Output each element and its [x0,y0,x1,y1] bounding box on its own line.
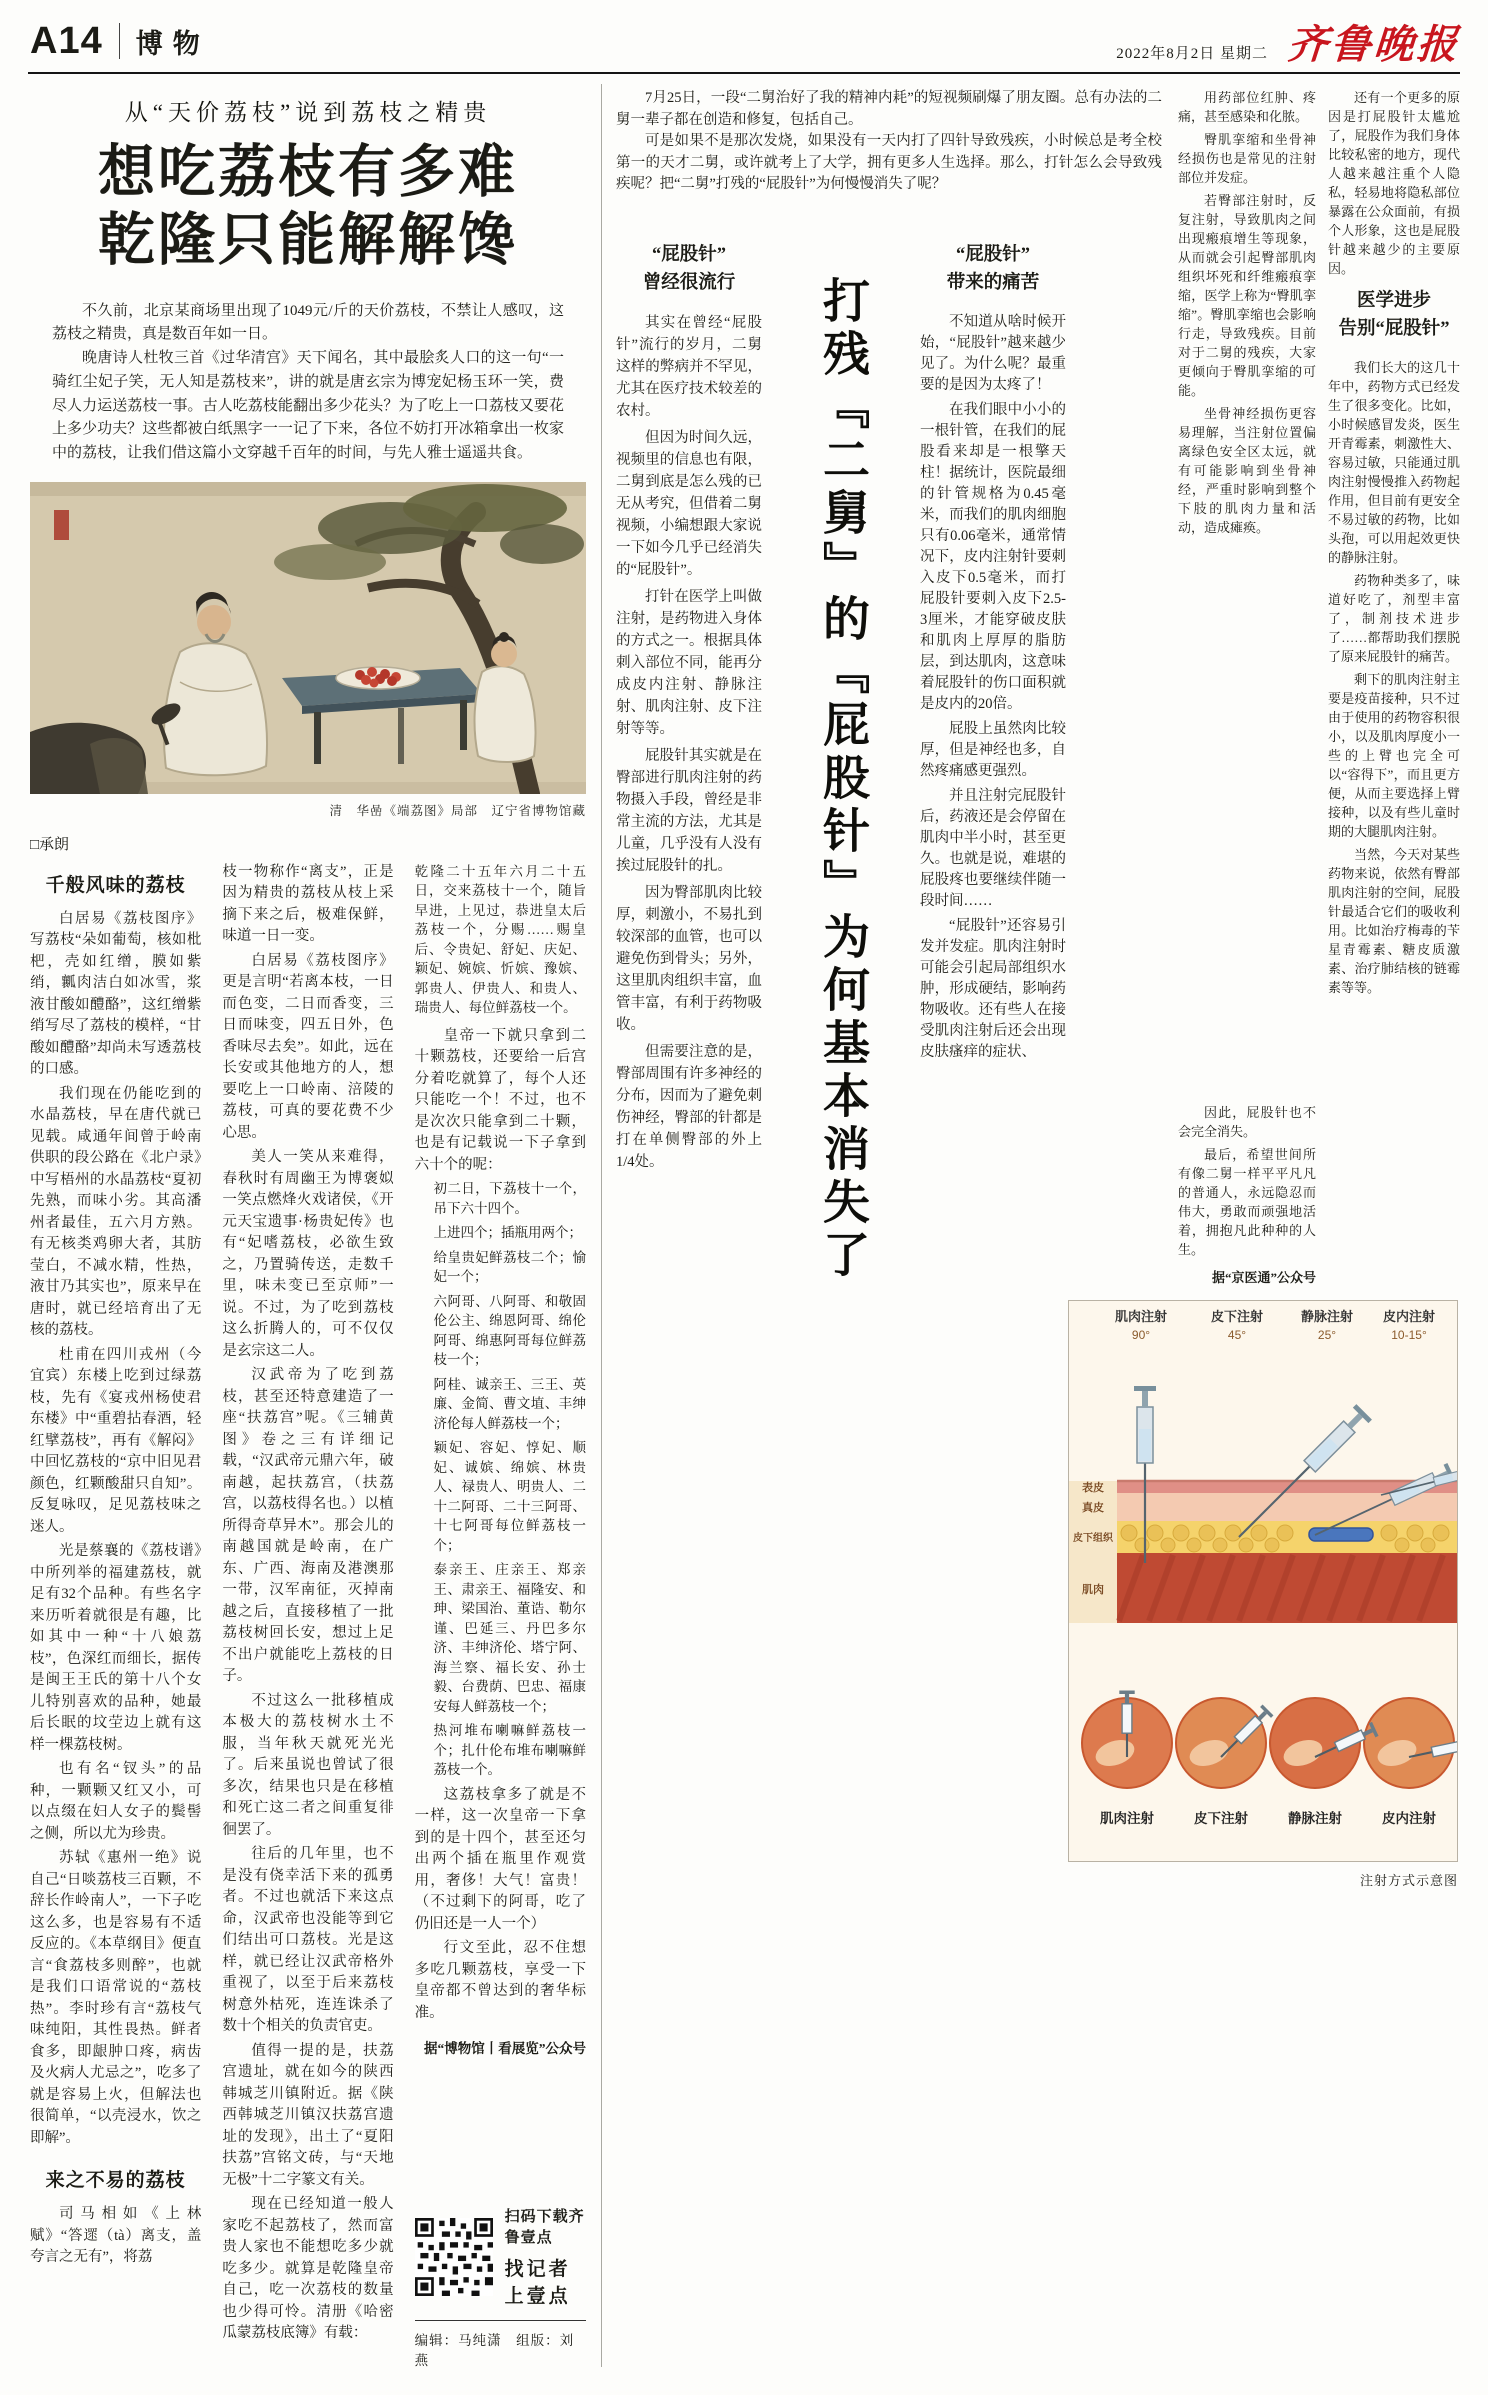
body-paragraph: 药物种类多了，味道好吃了，剂型丰富了，制剂技术进步了……都帮助我们摆脱了原来屁股针的痛苦。 [1328,572,1460,664]
body-paragraph: 打针在医学上叫做注射，是药物进入身体的方式之一。根据具体刺入部位不同，能再分成皮内注射、静脉注射、肌肉注射、皮下注射等等。 [616,588,762,737]
body-paragraph: 白居易《荔枝图序》更是言明“若离本枝，一日而色变，二日而香变，三日而味变，四五日外，色香味尽去矣”。如此，远在长安或其他地方的人，想要吃上一口岭南、涪陵的荔枝，可真的要花费不少心思。 [222,952,394,1141]
left-article-columns [30,862,586,2369]
header-left [30,20,210,63]
right-col-4 [1328,88,1460,1286]
heading-line: 带来的痛苦 [946,272,1040,293]
body-paragraph: 现在已经知道一般人家吃不起荔枝了，然而富贵人家也不能想吃多少就吃多少。就算是乾隆皇帝自己，吃一次荔枝的数量也少得可怜。清册《哈密瓜蒙荔枝底簿》有载： [222,2196,394,2342]
article-title [30,139,586,276]
classical-painting [30,482,586,794]
body-paragraph: 最后，希望世间所有像二舅一样平平凡凡的普通人，永远隐忍而伟大，勇敢而顽强地活着，拥抱凡此种种的人生。 [1178,1147,1316,1257]
technique-label: 皮下注射 [1194,1811,1248,1826]
body-paragraph: 皇帝一下就只拿到二十颗荔枝，还要给一后宫分着吃就算了，每个人还只能吃一个！不过，也不是次次只能拿到二十颗，也是有记载说一下子拿到六十个的呢： [414,1027,586,1173]
body-paragraph: 汉武帝为了吃到荔枝，甚至还特意建造了一座“扶荔宫”呢。《三辅黄图》卷之三有详细记载，“汉武帝元鼎六年，破南越，起扶荔宫，（扶荔宫，以荔枝得名也。）以植所得奇草异木”。那会儿的南越国就是岭南，在广东、广西、海南及港澳那一带，汉军南征，灭掉南越之后，直接移植了一批荔枝树回长安，想过上足不出户就能吃上荔枝的日子。 [222,1367,394,1685]
body-paragraph: 坐骨神经损伤更容易理解，当注射位置偏离绿色安全区太远，就有可能影响到坐骨神经，严重时影响到整个下肢的肌肉力量和活动，造成瘫痪。 [1178,406,1316,535]
heading-line: 曾经很流行 [642,272,736,293]
quote-line: 初二日，下荔枝十一个，吊下六十四个。 [433,1181,586,1216]
intro-paragraph: 晚唐诗人杜牧三首《过华清宫》天下闻名，其中最脍炙人口的这一句“一骑红尘妃子笑，无人知是荔枝来”，讲的就是唐玄宗为博宠妃杨玉环一笑，费尽人力运送荔枝一事。古人吃荔枝能翻出多少花头？为了吃上一口荔枝又要花上多少功夫？这些都被白纸黑字一一记了下来，各位不妨打开冰箱拿出一枚家中的荔枝，让我们借这篇小文穿越千百年的时间，与先人雅士遥遥共食。 [52,350,564,461]
body-paragraph: 行文至此，忍不住想多吃几颗荔枝，享受一下皇帝都不曾达到的奢华标准。 [414,1940,586,2021]
injection-article [614,84,1460,1904]
painting-figure [30,482,586,819]
injection-type-label: 皮下注射 [1210,1309,1264,1324]
article-kicker: 从“天价荔枝”说到荔枝之精贵 [124,100,492,125]
body-paragraph: 美人一笑从来难得，春秋时有周幽王为博褒姒一笑点燃烽火戏诸侯，《开元天宝遗事·杨贵妃传》也有“妃嗜荔枝，必欲生致之，乃置骑传送，走数千里，味未变已至京师”一说。不过，为了吃到荔枝这么折腾人的，可不仅仅是玄宗这二人。 [222,1149,394,1359]
quote-line: 阿桂、诚亲王、三王、英廉、金简、曹文埴、丰绅济伦每人鲜荔枝一个； [433,1376,586,1431]
body-paragraph: 杜甫在四川戎州（今宜宾）东楼上吃到过绿荔枝，先有《宴戎州杨使君东楼》中“重碧拈春酒，轻红擘荔枝”，再有《解闷》中回忆荔枝的“京中旧见君颜色，红颗酸甜只自知”。反复咏叹，足见荔枝味之迷人。 [30,1346,202,1535]
injection-type-label: 肌肉注射 [1114,1309,1168,1324]
body-paragraph: 苏轼《惠州一绝》说自己“日啖荔枝三百颗，不辞长作岭南人”，一下子吃这么多，也是容易有不适反应的。《本草纲目》便直言“食荔枝多则醉”，也就是我们口语常说的“荔枝热”。李时珍有言“荔枝气味纯阳，其性畏热。鲜者食多，即龈肿口疼，病齿及火病人尤忌之”，吃多了就是容易上火，但解法也很简单，“以壳浸水，饮之即解”。 [30,1850,202,2146]
newspaper-logo: 齐鲁晚报 [1286,21,1462,67]
layer-label: 皮下组织 [1073,1533,1113,1544]
section-heading [616,242,762,298]
quote-line: 热河堆布喇嘛鲜荔枝一个；扎什伦布堆布喇嘛鲜荔枝一个。 [433,1723,586,1778]
layer-label: 表皮 [1082,1482,1104,1494]
injection-type-label: 皮内注射 [1382,1309,1436,1324]
figure-caption: 清 华喦《端荔图》局部 辽宁省博物馆藏 [329,803,586,818]
page-number: A14 [30,19,103,62]
intro-paragraph: 不久前，北京某商场里出现了1049元/斤的天价荔枝，不禁让人感叹，这荔枝之精贵，真是数百年如一日。 [52,302,564,343]
title-line-2: 乾隆只能解解馋 [98,209,518,273]
body-paragraph: 臀肌挛缩和坐骨神经损伤也是常见的注射部位并发症。 [1178,132,1316,185]
left-col-1 [30,862,201,2369]
body-paragraph: 当然，今天对某些药物来说，依然有臀部肌肉注射的空间，屁股针最适合它们的吸收利用。比如治疗梅毒的苄星青霉素、糖皮质激素、治疗肺结核的链霉素等等。 [1328,846,1460,995]
vertical-headline: 打残『二舅』的『屁股针』为何基本消失了 [816,276,868,1283]
header-rule [28,72,1460,74]
body-paragraph: 也有名“钗头”的品种，一颗颗又红又小，可以点缀在妇人女子的鬓髻之侧，所以尤为珍贵。 [30,1761,202,1842]
left-col-3 [415,862,586,2369]
heading-line: 医学进步 [1356,291,1431,311]
technique-label: 静脉注射 [1288,1811,1342,1826]
author-byline: □承朗 [30,836,70,853]
body-paragraph: 往后的几年里，也不是没有侥幸活下来的孤勇者。不过也就活下来这点命，汉武帝也没能等到它们结出可口荔枝。光是这样，就已经让汉武帝格外重视了，以至于后来荔枝树意外枯死，连连诛杀了数十个相关的负责官吏。 [222,1846,394,2035]
injection-diagram-svg [1069,1301,1457,1861]
body-paragraph: 若臀部注射时，反复注射，导致肌肉之间出现瘢痕增生等现象，从而就会引起臀部肌肉组织坏死和纤维瘢痕挛缩，医学上称为“臀肌挛缩”。臀肌挛缩也会影响行走，导致残疾。目前对于二舅的残疾，大家更倾向于臀肌挛缩的可能。 [1178,193,1316,398]
right-col-3 [1178,88,1316,1286]
injection-diagram [1068,1300,1458,1889]
right-col-2 [920,232,1066,1622]
section-name: 博物 [135,28,210,59]
layer-label: 肌肉 [1082,1584,1104,1596]
intro-paragraph: 7月25日，一段“二舅治好了我的精神内耗”的短视频刷爆了朋友圈。总有办法的二舅一辈子都在创造和修复，包括自己。 [616,90,1162,128]
page-header [30,14,1460,68]
heading-line: “屁股针” [955,245,1030,265]
qr-code [415,2218,493,2296]
body-paragraph: 并且注射完屁股针后，药液还是会停留在肌肉中半小时，甚至更久。也就是说，难堪的屁股疼也要继续伴随一段时间…… [920,787,1066,909]
body-paragraph: 我们长大的这几十年中，药物方式已经发生了很多变化。比如，小时候感冒发炎，医生开青霉素，刺激性大、容易过敏，只能通过肌肉注射慢慢推入药物起作用，但目前有更安全不易过敏的药物，比如头孢，可以用起效更快的静脉注射。 [1328,359,1460,565]
section-heading: 千般风味的荔枝 [45,874,186,896]
body-paragraph: 剩下的肌肉注射主要是疫苗接种，只不过由于使用的药物容积很小，以及肌肉厚度小一些的上臂也完全可以“容得下”，而且更方便，从而主要选择上臂接种，以及有些儿童时期的大腿肌肉注射。 [1328,671,1460,839]
title-line-1: 想吃荔枝有多难 [98,141,518,204]
body-paragraph: 枝一物称作“离支”，正是因为精贵的荔枝从枝上采摘下来之后，极难保鲜，味道一日一变。 [222,863,394,945]
body-paragraph: 用药部位红肿、疼痛，甚至感染和化脓。 [1178,90,1316,124]
injection-diagram-box [1068,1300,1458,1862]
quote-line: 六阿哥、八阿哥、和敬固伦公主、绵恩阿哥、绵伦阿哥、绵惠阿哥每位鲜荔枝一个； [433,1293,586,1368]
body-paragraph: 白居易《荔枝图序》写荔枝“朵如葡萄，核如枇杷，壳如红缯，膜如紫绡，瓤肉洁白如冰雪，浆液甘酸如醴酪”，这红缯紫绡写尽了荔枝的模样，“甘酸如醴酪”却尚未写透荔枝的口感。 [30,910,202,1078]
body-paragraph: 但需要注意的是，臀部周围有许多神经的分布，因而为了避免刺伤神经，臀部的针都是打在单侧臀部的外上1/4处。 [616,1043,762,1170]
body-paragraph: 我们现在仍能吃到的水晶荔枝，早在唐代就已见载。咸通年间曾于岭南供职的段公路在《北户录》中写梧州的水晶荔枝“夏初先熟，而味小劣。其高潘州者最佳，五六月方熟。有无核类鸡卵大者，其肪莹白，不减水精，性热，液甘乃其实也”，原来早在唐时，就已经培育出了无核的荔枝。 [30,1085,202,1339]
issue-date: 2022年8月2日 星期二 [1116,45,1268,62]
qr-caption-line-1: 扫码下载齐鲁壹点 [504,2208,585,2246]
body-paragraph: 但因为时间久远，视频里的信息也有限，二舅到底是怎么残的已无从考究，但借着二舅视频，小编想跟大家说一下如今几乎已经消失的“屁股针”。 [616,429,762,578]
painting-seal [54,510,69,540]
diagram-caption: 注射方式示意图 [1359,1873,1458,1888]
body-paragraph: 不知道从啥时候开始，“屁股针”越来越少见了。为什么呢？最重要的是因为太疼了！ [920,313,1066,393]
body-paragraph: 光是蔡襄的《荔枝谱》中所列举的福建荔枝，就足有32个品种。有些名字来历听着就很是有趣，比如其中一种“十八娘荔枝”，色深红而细长，据传是闽王王氏的第十八个女儿特别喜欢的品种，她最后长眠的坟茔边上就有这样一棵荔枝树。 [30,1543,202,1753]
archive-quote-lead: 乾隆二十五年六月二十五日，交来荔枝十一个，随旨早进，上见过，恭进皇太后荔枝一个，分赐……赐皇后、令贵妃、舒妃、庆妃、颖妃、婉嫔、忻嫔、豫嫔、郭贵人、伊贵人、和贵人、瑞贵人、每位鲜荔枝一个。 [414,863,586,1016]
right-article-intro [616,88,1162,196]
right-col-3-tail [1178,1103,1316,1286]
injection-angle: 10-15° [1391,1328,1427,1342]
body-paragraph: 这荔枝拿多了就是不一样，这一次皇帝一下拿到的是十四个，甚至还匀出两个插在瓶里作观赏用，奢侈！大气！富贵！（不过剩下的阿哥，吃了仍旧还是一人一个） [414,1786,586,1932]
section-heading [1328,288,1460,344]
layer-label: 真皮 [1082,1502,1104,1514]
technique-label: 皮内注射 [1382,1811,1436,1826]
body-paragraph: 司马相如《上林赋》“答遝（tà）离支，盖夸言之无有”，将荔 [30,2206,202,2266]
qr-caption [505,2205,586,2308]
vein [1309,1528,1373,1541]
body-paragraph: 其实在曾经“屁股针”流行的岁月，二舅这样的弊病并不罕见，尤其在医疗技术较差的农村。 [616,314,762,419]
qr-footer [415,2195,586,2308]
editors-credit: 编辑：马纯潇 组版：刘燕 [415,2320,586,2369]
quote-line: 泰亲王、庄亲王、郑亲王、肃亲王、福隆安、和珅、梁国治、董诰、勒尔谨、巴延三、丹巴多尔济、丰绅济伦、塔宁阿、海兰察、福长安、孙士毅、台费荫、巴忠、福康安每人鲜荔枝一个； [433,1562,586,1714]
body-paragraph: 屁股针其实就是在臀部进行肌肉注射的药物摄入手段，曾经是非常主流的方法，尤其是儿童，几乎没有人没有挨过屁股针的扎。 [616,747,762,874]
figure-lychee-plate [336,667,420,689]
header-divider [119,23,120,59]
intro-paragraph: 可是如果不是那次发烧，如果没有一天内打了四针导致残疾，小时候总是考全校第一的天才二舅，或许就考上了大学，拥有更多人生选择。那么，打针怎么会导致残疾呢？把“二舅”打残的“屁股针”为何慢慢消失了呢？ [616,133,1162,192]
section-heading: 来之不易的荔枝 [45,2170,186,2192]
article-intro [52,300,564,466]
quote-line: 上进四个；插瓶用两个； [433,1225,583,1241]
technique-label: 肌肉注射 [1100,1811,1154,1826]
body-paragraph: 因此，屁股针也不会完全消失。 [1178,1105,1316,1139]
body-paragraph: 值得一提的是，扶荔宫遗址，就在如今的陕西韩城芝川镇附近。据《陕西韩城芝川镇汉扶荔宫遗址的发现》，出土了“夏阳扶荔”宫铭文砖，与“天地无极”十二字篆文有关。 [222,2042,394,2188]
body-paragraph: 不过这么一批移植成本极大的荔枝树水土不服，当年秋天就死光光了。后来虽说也曾试了很多次，结果也只是在移植和死亡这二者之间重复徘徊罢了。 [222,1692,394,1838]
source-credit: 据“博物馆丨看展览”公众号 [423,2041,586,2057]
right-col-1 [616,232,762,1352]
body-paragraph: “屁股针”还容易引发并发症。肌肉注射时可能会引起局部组织水肿，形成硬结，影响药物吸收。还有些人在接受肌肉注射后还会出现皮肤瘙痒的症状、 [920,917,1066,1060]
body-paragraph: 还有一个更多的原因是打屁股针太尴尬了，屁股作为我们身体比较私密的地方，现代人越来越注重个人隐私，轻易地将隐私部位暴露在公众面前，有损个人形象，这也是屁股针越来越少的主要原因。 [1328,90,1460,276]
header-right [1116,13,1460,70]
section-heading [920,242,1066,298]
injection-type-label: 静脉注射 [1300,1309,1354,1324]
left-col-2 [222,862,393,2369]
quote-line: 颖妃、容妃、惇妃、顺妃、诚嫔、绵嫔、林贵人、禄贵人、明贵人、二十二阿哥、二十三阿哥、十七阿哥每位鲜荔枝一个； [433,1440,586,1553]
body-paragraph: 屁股上虽然肉比较厚，但是神经也多，自然疼痛感更强烈。 [920,720,1066,779]
injection-angle: 45° [1227,1328,1247,1342]
body-paragraph: 因为臀部肌肉比较厚，刺激小，不易扎到较深部的血管，也可以避免伤到骨头；另外，这里肌肉组织丰富，血管丰富，有利于药物吸收。 [616,884,762,1033]
source-credit: 据“京医通”公众号 [1211,1270,1316,1285]
injection-angle: 25° [1317,1328,1337,1342]
archive-quote-list [415,1179,586,1785]
body-paragraph: 在我们眼中小小的一根针管，在我们的屁股看来却是一根擎天柱！据统计，医院最细的针管规格为0.45毫米，而我们的肌肉细胞只有0.06毫米，通常情况下，皮内注射针要刺入皮下0.5毫米，而打屁股针要刺入皮下2.5-3厘米，才能穿破皮肤和肌肉上厚厚的脂肪层，到达肌肉，这意味着屁股针的伤口面积就是皮内的20倍。 [920,401,1066,712]
injection-angle: 90° [1131,1328,1151,1342]
lychee-article [30,84,586,2369]
article-divider-line [601,84,602,2367]
heading-line: 告别“屁股针” [1338,318,1450,339]
quote-line: 给皇贵妃鲜荔枝二个；愉妃一个； [433,1249,586,1285]
heading-line: “屁股针” [651,245,726,265]
qr-caption-line-2: 找记者 上壹点 [504,2259,571,2307]
